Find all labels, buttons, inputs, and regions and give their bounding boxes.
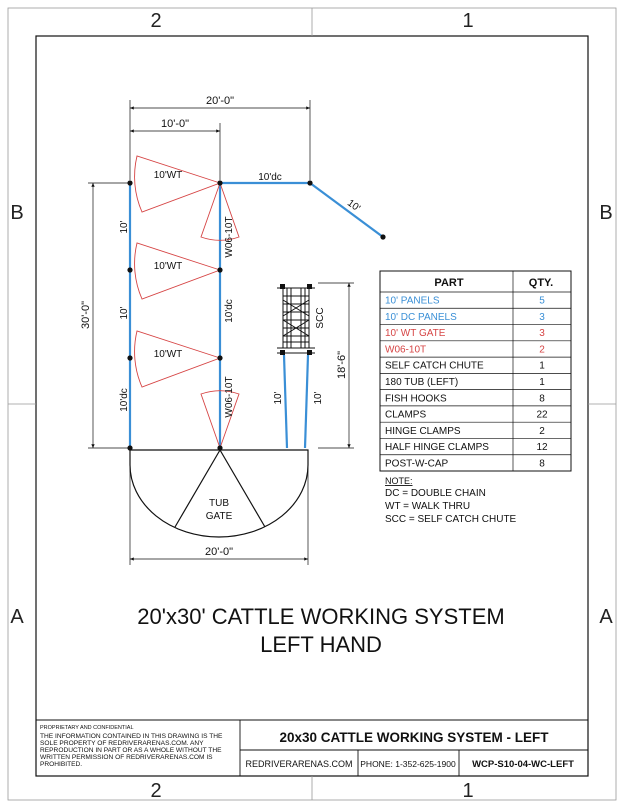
proprietary-heading: PROPRIETARY AND CONFIDENTIAL (40, 725, 134, 731)
label-middle-dc: 10'dc (224, 299, 235, 323)
self-catch-chute (277, 288, 315, 353)
table-cell-qty: 8 (539, 393, 545, 405)
posts (127, 180, 385, 450)
tub-label: TUB (209, 498, 229, 509)
main-title-line2: LEFT HAND (260, 632, 382, 657)
table-cell-part: W06-10T (385, 344, 427, 356)
label-chute-left: 10' (273, 391, 284, 405)
grid-top-2: 2 (150, 10, 162, 32)
table-cell-qty: 2 (539, 425, 545, 437)
label-left-dc: 10'dc (119, 388, 130, 412)
parts-table (380, 271, 571, 471)
label-w06-top: W06-10T (224, 216, 235, 258)
table-cell-part: 10' WT GATE (385, 328, 446, 340)
chute-left-panel (284, 355, 287, 448)
table-cell-part: HALF HINGE CLAMPS (385, 442, 489, 454)
proprietary-line: WRITTEN PERMISSION OF REDRIVERARENAS.COM IS (40, 754, 213, 761)
table-cell-part: CLAMPS (385, 409, 427, 421)
label-left-panel-2: 10' (119, 306, 130, 320)
grid-left-a: A (10, 606, 24, 628)
table-cell-part: 10' PANELS (385, 295, 440, 307)
table-cell-qty: 22 (536, 409, 548, 421)
gate-label: GATE (205, 511, 233, 522)
phone: PHONE: 1-352-625-1900 (360, 759, 456, 769)
label-left-panel-1: 10' (119, 220, 130, 234)
label-scc: SCC (315, 307, 326, 329)
table-cell-part: POST-W-CAP (385, 458, 449, 470)
notes-heading: NOTE: (385, 476, 413, 486)
zone-ticks (8, 8, 616, 800)
table-cell-qty: 1 (539, 377, 545, 388)
label-top-dc: 10'dc (258, 172, 282, 183)
table-cell-qty: 1 (539, 360, 545, 372)
proprietary-line: REPRODUCTION IN PART OR AS A WHOLE WITHOUT THE (40, 747, 222, 754)
label-wt-gate-3: 10'WT (153, 349, 183, 360)
diagonal-panel (310, 183, 383, 237)
dim-overall-width: 20'-0" (205, 95, 235, 107)
table-cell-qty: 2 (539, 344, 545, 356)
website: REDRIVERARENAS.COM (245, 759, 353, 769)
note-line: SCC = SELF CATCH CHUTE (385, 514, 517, 525)
main-title-line1: 20'x30' CATTLE WORKING SYSTEM (137, 604, 505, 629)
proprietary-line: SOLE PROPERTY OF REDRIVERARENAS.COM. ANY (40, 740, 204, 747)
label-w06-bottom: W06-10T (224, 376, 235, 418)
tub (130, 450, 308, 537)
table-header-qty: QTY. (528, 277, 554, 289)
table-header-part: PART (434, 277, 464, 289)
grid-bottom-2: 2 (150, 780, 162, 802)
grid-top-1: 1 (462, 10, 474, 32)
wt-gate-1 (135, 156, 220, 212)
label-wt-gate-2: 10'WT (153, 261, 183, 272)
dim-tub-width: 20'-0" (204, 546, 234, 558)
grid-left-b: B (10, 202, 24, 224)
table-cell-part: SELF CATCH CHUTE (385, 360, 484, 372)
table-cell-qty: 3 (539, 311, 545, 323)
table-cell-part: HINGE CLAMPS (385, 425, 461, 437)
tub-outline (130, 450, 308, 537)
outer-frame (8, 8, 616, 800)
table-cell-qty: 5 (539, 295, 545, 307)
table-cell-qty: 8 (539, 458, 545, 470)
table-cell-part: 180 TUB (LEFT) (385, 377, 459, 388)
table-cell-qty: 12 (536, 442, 548, 454)
grid-right-a: A (599, 606, 613, 628)
note-line: WT = WALK THRU (385, 501, 471, 512)
table-cell-part: 10' DC PANELS (385, 311, 457, 323)
note-line: DC = DOUBLE CHAIN (385, 488, 486, 499)
grid-bottom-1: 1 (462, 780, 474, 802)
grid-right-b: B (599, 202, 613, 224)
table-cell-qty: 3 (539, 328, 545, 340)
proprietary-line: THE INFORMATION CONTAINED IN THIS DRAWING IS THE (40, 733, 223, 740)
table-cell-part: FISH HOOKS (385, 393, 447, 405)
drawing-number: WCP-S10-04-WC-LEFT (472, 759, 574, 770)
dim-overall-length: 30'-0" (80, 300, 92, 330)
drawing-title: 20x30 CATTLE WORKING SYSTEM - LEFT (279, 730, 549, 745)
proprietary-line: PROHIBITED. (40, 761, 83, 768)
chute-right-panel (305, 355, 308, 448)
blue-panels (130, 183, 383, 448)
label-wt-gate-1: 10'WT (153, 170, 183, 181)
label-chute-right: 10' (313, 391, 324, 405)
dim-chute-length: 18'-6" (336, 350, 348, 380)
label-diag-panel: 10' (344, 197, 362, 215)
dim-half-width: 10'-0" (160, 118, 190, 130)
